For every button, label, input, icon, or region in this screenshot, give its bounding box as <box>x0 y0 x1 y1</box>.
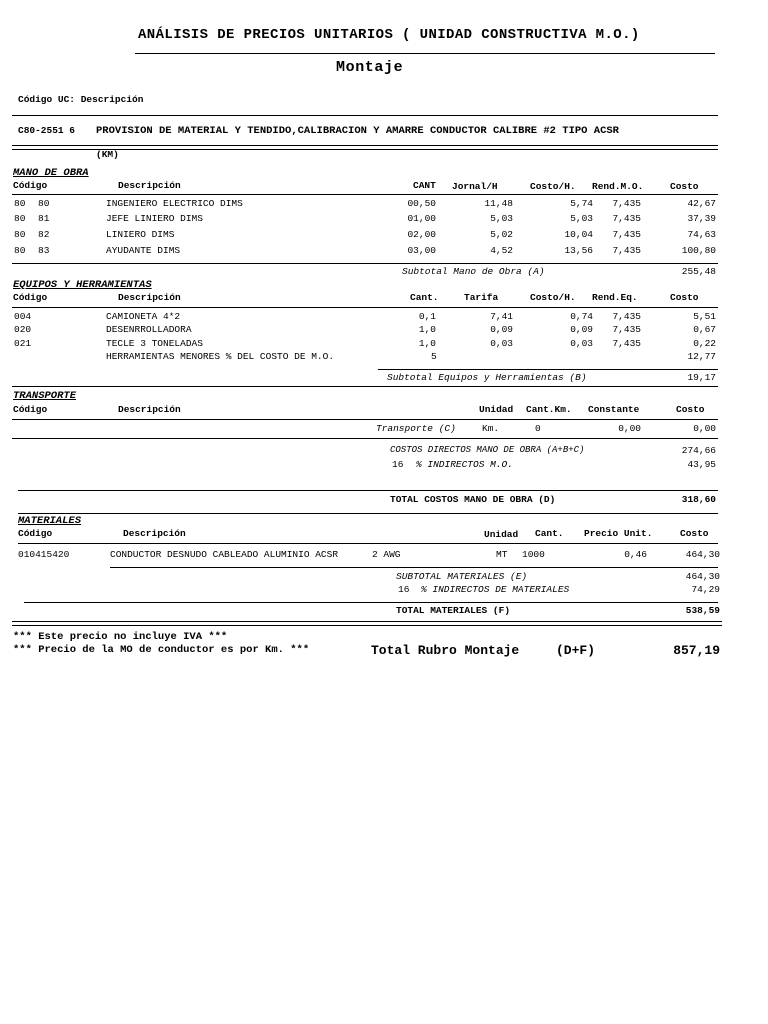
code: 004 <box>14 311 32 322</box>
transport-header-unidad: Unidad <box>479 404 514 415</box>
divider <box>110 567 718 568</box>
material-cant: 1000 <box>522 549 545 560</box>
code-b: 83 <box>38 245 50 256</box>
costo: 37,39 <box>687 213 716 224</box>
transport-header-cant: Cant.Km. <box>526 404 572 415</box>
equipment-header-costoh: Costo/H. <box>530 292 576 303</box>
transport-constante: 0,00 <box>618 423 641 434</box>
grand-total-value: 857,19 <box>673 643 720 658</box>
labor-header-code: Código <box>13 180 48 191</box>
rend: 7,435 <box>612 338 641 349</box>
cant: 1,0 <box>418 338 436 349</box>
equipment-header-code: Código <box>13 292 48 303</box>
cant: 02,00 <box>407 229 436 240</box>
rend: 7,435 <box>612 311 641 322</box>
desc: TECLE 3 TONELADAS <box>106 338 203 349</box>
equipment-section-title: EQUIPOS Y HERRAMIENTAS <box>13 279 152 291</box>
materials-header-code: Código <box>18 528 53 539</box>
transport-header-constante: Constante <box>588 404 640 415</box>
costo-h: 5,03 <box>570 213 593 224</box>
costo-h: 10,04 <box>564 229 593 240</box>
divider <box>12 419 718 420</box>
divider <box>12 263 718 264</box>
costo: 100,80 <box>681 245 716 256</box>
material-precio: 0,46 <box>624 549 647 560</box>
costo: 12,77 <box>687 351 716 362</box>
divider <box>18 513 718 514</box>
rend: 7,435 <box>612 324 641 335</box>
divider <box>12 386 718 387</box>
material-unit: MT <box>496 549 508 560</box>
divider <box>12 145 718 146</box>
costo: 0,22 <box>693 338 716 349</box>
costo: 0,67 <box>693 324 716 335</box>
materials-header-costo: Costo <box>680 528 709 539</box>
equipment-subtotal: 19,17 <box>687 372 716 383</box>
materials-subtotal: 464,30 <box>685 571 720 582</box>
materials-header-precio: Precio Unit. <box>584 528 653 539</box>
rend: 7,435 <box>612 229 641 240</box>
tarifa: 7,41 <box>490 311 513 322</box>
divider <box>378 369 718 370</box>
divider <box>12 194 718 195</box>
labor-section-title: MANO DE OBRA <box>13 167 89 179</box>
code-b: 82 <box>38 229 50 240</box>
code: 021 <box>14 338 32 349</box>
divider <box>135 53 715 54</box>
desc: JEFE LINIERO DIMS <box>106 213 203 224</box>
costo-h: 0,74 <box>570 311 593 322</box>
materials-ind-pct: 16 <box>398 584 410 595</box>
direct-cost-label: COSTOS DIRECTOS MANO DE OBRA (A+B+C) <box>390 445 585 455</box>
desc: DESENRROLLADORA <box>106 324 192 335</box>
note-iva: *** Este precio no incluye IVA *** <box>13 631 228 643</box>
costo: 42,67 <box>687 198 716 209</box>
material-spec: 2 AWG <box>372 549 401 560</box>
divider <box>18 490 718 491</box>
code: 020 <box>14 324 32 335</box>
grand-total-formula: (D+F) <box>556 643 596 658</box>
desc: INGENIERO ELECTRICO DIMS <box>106 198 243 209</box>
tarifa: 0,03 <box>490 338 513 349</box>
materials-ind-label: % INDIRECTOS DE MATERIALES <box>421 584 570 595</box>
labor-header-costo: Costo <box>670 181 699 192</box>
divider <box>12 625 722 626</box>
uc-description: PROVISION DE MATERIAL Y TENDIDO,CALIBRACION Y AMARRE CONDUCTOR CALIBRE #2 TIPO ACSR <box>96 125 619 137</box>
cant: 0,1 <box>418 311 436 322</box>
rend: 7,435 <box>612 245 641 256</box>
materials-ind-value: 74,29 <box>691 584 720 595</box>
equipment-header-desc: Descripción <box>118 292 181 303</box>
transport-costo: 0,00 <box>693 423 716 434</box>
divider <box>24 602 718 603</box>
grand-total-label: Total Rubro Montaje <box>371 643 520 658</box>
code-b: 80 <box>38 198 50 209</box>
materials-header-unidad: Unidad <box>484 529 519 540</box>
jornal: 4,52 <box>490 245 513 256</box>
jornal: 5,02 <box>490 229 513 240</box>
cant: 01,00 <box>407 213 436 224</box>
material-costo: 464,30 <box>685 549 720 560</box>
material-code: 010415420 <box>18 549 70 560</box>
labor-total-label: TOTAL COSTOS MANO DE OBRA (D) <box>390 494 556 505</box>
code-label: Código UC: Descripción <box>18 94 144 105</box>
costo-h: 13,56 <box>564 245 593 256</box>
code-b: 81 <box>38 213 50 224</box>
materials-total-value: 538,59 <box>685 605 720 616</box>
materials-section-title: MATERIALES <box>18 515 82 527</box>
costo: 5,51 <box>693 311 716 322</box>
labor-header-desc: Descripción <box>118 180 181 191</box>
desc: HERRAMIENTAS MENORES % DEL COSTO DE M.O. <box>106 351 335 362</box>
divider <box>18 543 718 544</box>
equipment-subtotal-label: Subtotal Equipos y Herramientas (B) <box>387 372 587 383</box>
direct-ind-label: % INDIRECTOS M.O. <box>416 459 513 470</box>
divider <box>12 115 718 116</box>
costo-h: 0,09 <box>570 324 593 335</box>
labor-subtotal: 255,48 <box>681 266 716 277</box>
report-title: ANÁLISIS DE PRECIOS UNITARIOS ( UNIDAD CONSTRUCTIVA M.O.) <box>138 27 640 43</box>
note-km: *** Precio de la MO de conductor es por Km. *** <box>13 644 310 656</box>
direct-cost-value: 274,66 <box>681 445 716 456</box>
materials-header-cant: Cant. <box>535 528 564 539</box>
equipment-header-tarifa: Tarifa <box>464 292 499 303</box>
transport-header-code: Código <box>13 404 48 415</box>
divider <box>12 438 718 439</box>
costo-h: 5,74 <box>570 198 593 209</box>
costo-h: 0,03 <box>570 338 593 349</box>
transport-cant: 0 <box>535 423 541 434</box>
desc: AYUDANTE DIMS <box>106 245 181 256</box>
desc: CAMIONETA 4*2 <box>106 311 181 322</box>
rend: 7,435 <box>612 213 641 224</box>
cant: 00,50 <box>407 198 436 209</box>
labor-total-value: 318,60 <box>681 494 716 505</box>
labor-header-jornal: Jornal/H <box>452 181 498 192</box>
labor-header-rend: Rend.M.O. <box>592 181 644 192</box>
direct-ind-value: 43,95 <box>687 459 716 470</box>
rend: 7,435 <box>612 198 641 209</box>
divider <box>12 307 718 308</box>
code-a: 80 <box>14 229 26 240</box>
direct-ind-pct: 16 <box>392 459 404 470</box>
desc: LINIERO DIMS <box>106 229 175 240</box>
material-desc: CONDUCTOR DESNUDO CABLEADO ALUMINIO ACSR <box>110 549 339 560</box>
materials-total-label: TOTAL MATERIALES (F) <box>396 605 511 616</box>
costo: 74,63 <box>687 229 716 240</box>
cant: 5 <box>431 351 437 362</box>
equipment-header-cant: Cant. <box>410 292 439 303</box>
transport-unit: Km. <box>482 423 500 434</box>
uc-unit: (KM) <box>96 149 119 160</box>
transport-label: Transporte (C) <box>376 423 456 434</box>
materials-header-desc: Descripción <box>123 528 186 539</box>
divider <box>12 621 722 622</box>
cant: 03,00 <box>407 245 436 256</box>
cant: 1,0 <box>418 324 436 335</box>
materials-subtotal-label: SUBTOTAL MATERIALES (E) <box>396 571 528 582</box>
jornal: 5,03 <box>490 213 513 224</box>
code-a: 80 <box>14 198 26 209</box>
labor-header-costoh: Costo/H. <box>530 181 576 192</box>
labor-header-cant: CANT <box>413 180 436 191</box>
jornal: 11,48 <box>484 198 513 209</box>
labor-subtotal-label: Subtotal Mano de Obra (A) <box>402 266 545 277</box>
transport-section-title: TRANSPORTE <box>13 390 77 402</box>
code-a: 80 <box>14 213 26 224</box>
equipment-header-costo: Costo <box>670 292 699 303</box>
uc-code: C80-2551 6 <box>18 125 76 136</box>
code-a: 80 <box>14 245 26 256</box>
report-subtitle: Montaje <box>336 59 404 76</box>
tarifa: 0,09 <box>490 324 513 335</box>
transport-header-costo: Costo <box>676 404 705 415</box>
equipment-header-rend: Rend.Eq. <box>592 292 638 303</box>
transport-header-desc: Descripción <box>118 404 181 415</box>
